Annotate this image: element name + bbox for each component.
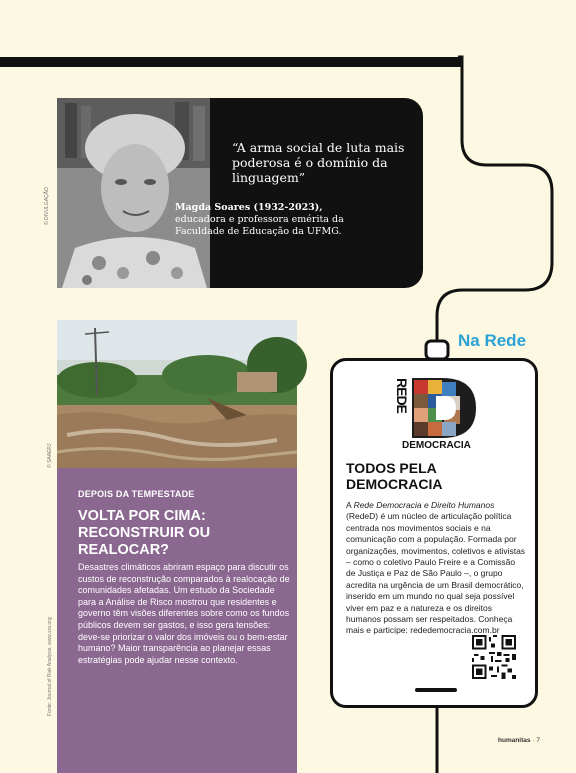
rede-democracia-logo (396, 374, 500, 450)
quote-author: Magda Soares (1932-2023), (175, 202, 323, 213)
quote-photo-credit: © DIVULGAÇÃO (44, 187, 50, 225)
quote-text: “A arma social de luta mais poderosa é o domínio da linguagem” (232, 140, 405, 185)
page-number: 7 (536, 737, 540, 744)
quote-card (57, 98, 423, 288)
article-body: Desastres climáticos abriram espaço para discutir os custos de reconstrução comparados à realocação de comunidades afetadas. Um estudo da Sociedade para a Análise de Risco mostrou que residentes e governo têm visões diferentes sobre como os fundos públicos devem ser gastos, e isso gera tensões: deve-se priorizar o valor dos imóveis ou o bem-estar humano? Maior transparência ao planejar essas estratégias pode ajudar nesse contexto. (78, 562, 290, 665)
portrait-photo (57, 98, 210, 288)
article-card (57, 468, 297, 773)
article-source: Fonte: Journal of Risk Analysis, www.sra.org (47, 617, 53, 716)
card-handle (415, 688, 457, 692)
qr-code-icon (472, 635, 516, 679)
flood-photo (57, 320, 297, 468)
sidebar-body-intro: A (346, 500, 354, 510)
sidebar-body-rest: (RedeD) é um núcleo de articulação política centrada nos movimentos sociais e na comunicação com a população. Formada por organizações, movimentos, coletivos e ativistas – como o coletivo Paulo Freire e a Comissão de Justiça e Paz de São Paulo –, o grupo acredita na urgência de um Brasil democrático, inserido em um mundo no qual seja possível viver em paz e a natureza e os direitos humanos possam ser respeitados. Conheça mais e participe: rededemocracia.com.br (346, 511, 526, 636)
logo-bottom-word: DEMOCRACIA (402, 440, 471, 451)
sidebar-title: TODOS PELA DEMOCRACIA (346, 460, 443, 492)
logo-vertical-word: REDE (394, 378, 410, 413)
section-label: Na Rede (458, 331, 527, 350)
footer-separator: · (532, 737, 535, 744)
page-footer (498, 737, 540, 744)
article-title: VOLTA POR CIMA: RECONSTRUIR OU REALOCAR? (78, 508, 211, 558)
sidebar-body-italic: Rede Democracia e Direito Humanos (353, 500, 495, 510)
quote-author-role: educadora e professora emérita da Faculdade de Educação da UFMG. (175, 214, 344, 237)
sidebar-body (346, 500, 526, 637)
magazine-name: humanitas (498, 737, 531, 744)
flood-photo-credit: © SAAERJ (47, 443, 53, 468)
article-kicker: DEPOIS DA TEMPESTADE (78, 489, 195, 499)
